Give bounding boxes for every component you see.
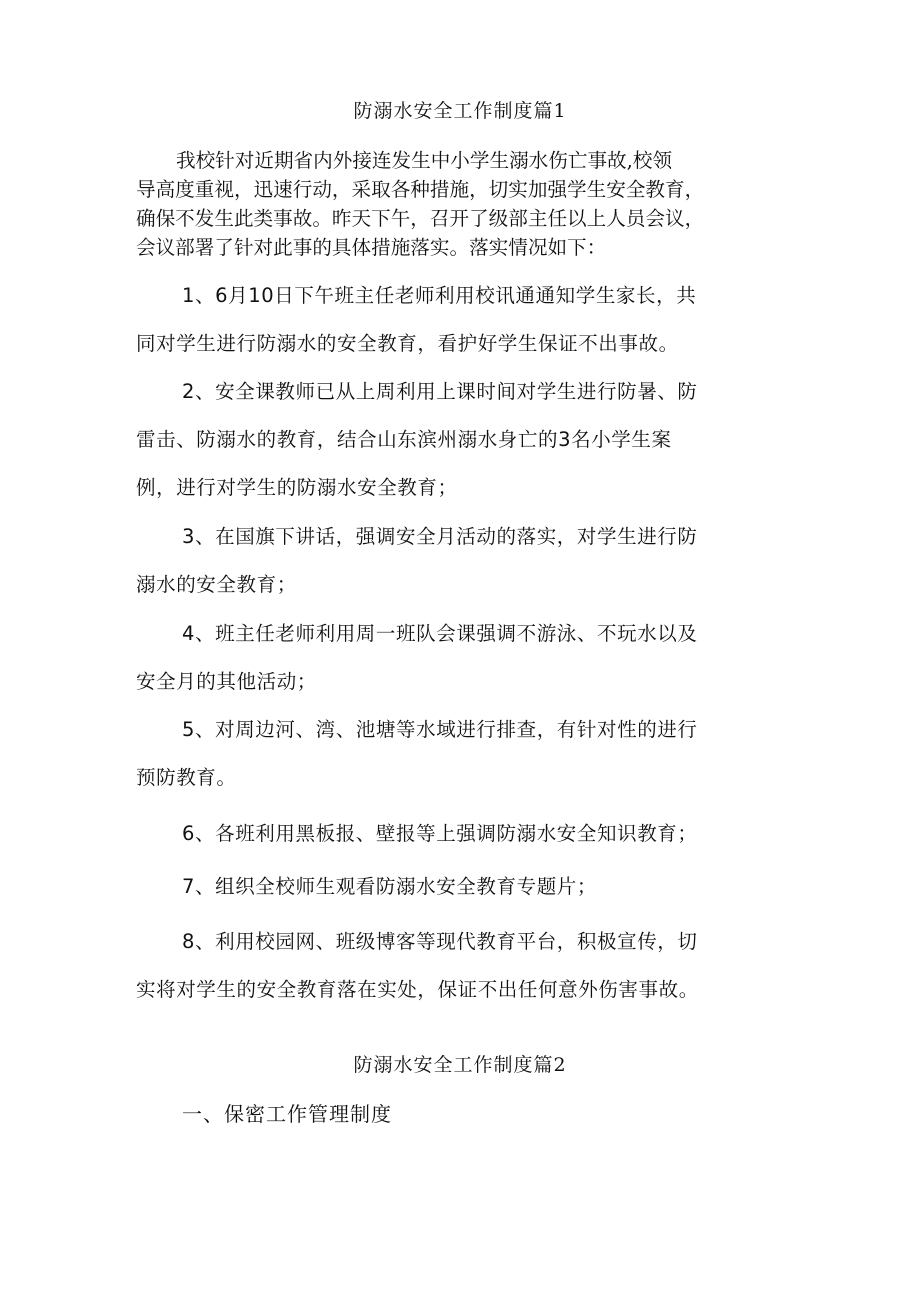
intro-line: 我校针对近期省内外接连发生中小学生溺水伤亡事故,校领 [176,149,673,172]
item-line: 6、各班利用黑板报、壁报等上强调防溺水安全知识教育； [182,822,698,845]
item-line: 3、在国旗下讲话，强调安全月活动的落实，对学生进行防 [182,525,698,548]
list-item-5 [136,706,786,802]
item-line: 预防教育。 [136,766,237,789]
list-item-8 [136,918,786,1014]
list-item-1 [136,272,786,368]
item-line: 同对学生进行防溺水的安全教育，看护好学生保证不出事故。 [136,332,679,355]
intro-line: 导高度重视，迅速行动，采取各种措施，切实加强学生安全教育， [136,178,705,201]
item-line: 1、6月10日下午班主任老师利用校讯通通知学生家长，共 [182,284,697,307]
intro-paragraph [136,146,786,262]
list-item-4 [136,610,786,706]
item-line: 溺水的安全教育； [136,573,297,596]
item-line: 实将对学生的安全教育落在实处，保证不出任何意外伤害事故。 [136,978,699,1001]
item-line: 例，进行对学生的防溺水安全教育； [136,476,458,499]
item-line: 7、组织全校师生观看防溺水安全教育专题片； [182,875,598,898]
section2-heading: 一、保密工作管理制度 [182,1102,392,1126]
item-line: 安全月的其他活动； [136,670,317,693]
item-line: 雷击、防溺水的教育，结合山东滨州溺水身亡的3名小学生案 [136,428,672,451]
list-item-7 [136,863,786,911]
list-item-6 [136,810,786,858]
item-line: 5、对周边河、湾、池塘等水域进行排查，有针对性的进行 [182,718,698,741]
section2-title: 防溺水安全工作制度篇2 [353,1054,567,1076]
intro-line: 确保不发生此类事故。昨天下午，召开了级部主任以上人员会议， [136,207,705,230]
section1-title: 防溺水安全工作制度篇1 [353,100,567,122]
list-item-2 [136,368,786,512]
intro-line: 会议部署了针对此事的具体措施落实。落实情况如下： [136,236,607,259]
list-item-3 [136,513,786,609]
item-line: 2、安全课教师已从上周利用上课时间对学生进行防暑、防 [182,380,698,403]
item-line: 8、利用校园网、班级博客等现代教育平台，积极宣传，切 [182,930,698,953]
item-line: 4、班主任老师利用周一班队会课强调不游泳、不玩水以及 [182,622,698,645]
